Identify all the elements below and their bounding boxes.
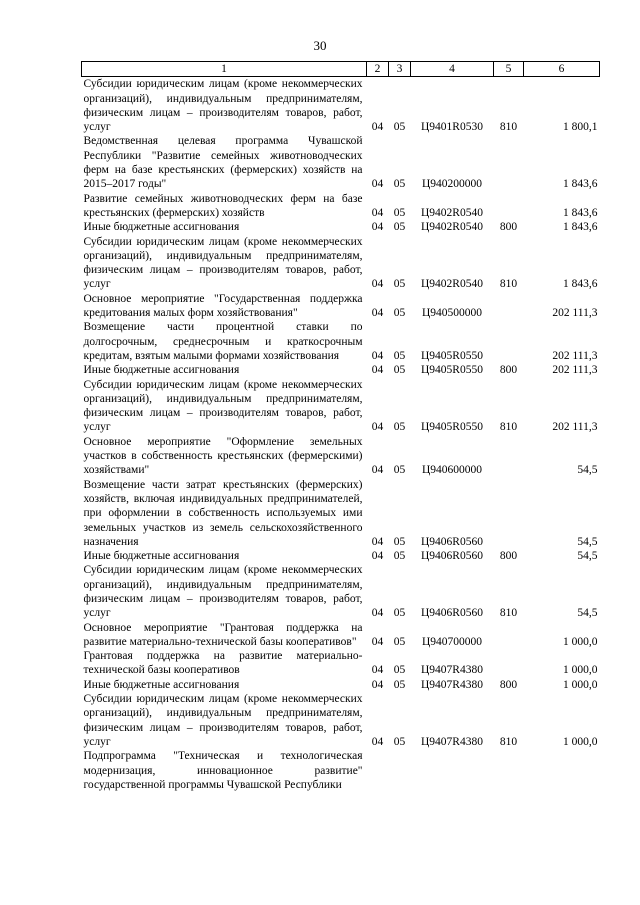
table-row (82, 563, 600, 620)
row-target-code-cell: Ц940700000 (421, 635, 483, 648)
budget-table (81, 61, 600, 792)
row-target-code-cell: Ц9407R4380 (421, 678, 483, 691)
row-amount-cell: 1 000,0 (563, 678, 598, 691)
row-section-cell (367, 749, 389, 792)
row-name-cell: Подпрограмма "Техническая и технологическая модернизация, инновационное развитие" государственной программы Чувашской Республики (83, 750, 363, 791)
row-subsection-cell: 05 (393, 206, 406, 219)
row-expense-type-cell: 810 (499, 421, 518, 434)
table-header-row (82, 62, 600, 77)
row-name-cell: Субсидии юридическим лицам (кроме некоммерческих организаций), индивидуальным предпринимателям, физическим лицам – производителям товаров, работ, услуг (83, 235, 363, 291)
row-amount-cell: 1 843,6 (563, 178, 598, 191)
table-row (82, 435, 600, 478)
table-body (82, 77, 600, 792)
row-amount-cell: 202 111,3 (552, 364, 598, 377)
header-col-2: 2 (367, 62, 389, 77)
row-amount-cell: 54,5 (577, 464, 598, 477)
row-amount-cell: 1 000,0 (563, 635, 598, 648)
row-name-cell: Возмещение части затрат крестьянских (фермерских) хозяйств, включая индивидуальных предпринимателей, при оформлении в собственность используемых ими земельных участков из земель сельскохозяйственного назначения (83, 478, 363, 548)
row-amount-cell: 1 843,6 (563, 206, 598, 219)
row-section-cell: 04 (371, 364, 384, 377)
row-section-cell: 04 (371, 178, 384, 191)
row-expense-type-cell: 810 (499, 735, 518, 748)
row-amount-cell (524, 749, 600, 792)
row-amount-cell: 54,5 (577, 550, 598, 563)
row-amount-cell: 1 800,1 (563, 121, 598, 134)
row-target-code-cell: Ц9405R0550 (421, 364, 483, 377)
row-name-cell: Субсидии юридическим лицам (кроме некоммерческих организаций), индивидуальным предпринимателям, физическим лицам – производителям товаров, работ, услуг (83, 378, 363, 434)
row-expense-type-cell (494, 749, 524, 792)
row-expense-type-cell (494, 478, 524, 549)
row-subsection-cell: 05 (393, 678, 406, 691)
header-col-4: 4 (411, 62, 494, 77)
row-section-cell: 04 (371, 607, 384, 620)
table-row (82, 749, 600, 792)
row-section-cell: 04 (371, 221, 384, 234)
row-expense-type-cell: 800 (499, 550, 518, 563)
row-subsection-cell: 05 (393, 221, 406, 234)
table-row (82, 692, 600, 749)
row-name-cell: Развитие семейных животноводческих ферм на базе крестьянских (фермерских) хозяйств (83, 192, 363, 219)
row-subsection-cell (389, 749, 411, 792)
row-expense-type-cell: 810 (499, 121, 518, 134)
row-subsection-cell: 05 (393, 421, 406, 434)
row-section-cell: 04 (371, 278, 384, 291)
table-row (82, 363, 600, 377)
row-amount-cell: 54,5 (577, 535, 598, 548)
table-row (82, 320, 600, 363)
row-target-code-cell: Ц9405R0550 (421, 421, 483, 434)
row-name-cell: Основное мероприятие "Грантовая поддержка на развитие материально-технической базы кооперативов" (83, 621, 363, 648)
row-target-code-cell: Ц9401R0530 (421, 121, 483, 134)
row-section-cell: 04 (371, 421, 384, 434)
row-amount-cell: 1 000,0 (563, 735, 598, 748)
row-expense-type-cell (494, 320, 524, 363)
row-name-cell: Грантовая поддержка на развитие материально-технической базы кооперативов (83, 650, 363, 677)
table-row (82, 235, 600, 292)
row-target-code-cell: Ц9407R4380 (421, 664, 483, 677)
row-amount-cell: 202 111,3 (552, 307, 598, 320)
row-subsection-cell: 05 (393, 278, 406, 291)
row-target-code-cell: Ц940200000 (421, 178, 483, 191)
row-expense-type-cell (494, 435, 524, 478)
row-name-cell: Иные бюджетные ассигнования (83, 221, 240, 234)
row-section-cell: 04 (371, 121, 384, 134)
row-target-code-cell: Ц9406R0560 (421, 607, 483, 620)
row-expense-type-cell: 800 (499, 221, 518, 234)
row-subsection-cell: 05 (393, 364, 406, 377)
table-row (82, 649, 600, 678)
header-col-6: 6 (524, 62, 600, 77)
row-section-cell: 04 (371, 206, 384, 219)
row-amount-cell: 54,5 (577, 607, 598, 620)
row-target-code-cell: Ц940600000 (421, 464, 483, 477)
row-expense-type-cell (494, 134, 524, 191)
row-section-cell: 04 (371, 550, 384, 563)
row-target-code-cell: Ц9406R0560 (421, 535, 483, 548)
row-name-cell: Субсидии юридическим лицам (кроме некоммерческих организаций), индивидуальным предпринимателям, физическим лицам – производителям товаров, работ, услуг (83, 78, 363, 134)
header-col-5: 5 (494, 62, 524, 77)
row-amount-cell: 202 111,3 (552, 349, 598, 362)
table-row (82, 134, 600, 191)
row-name-cell: Иные бюджетные ассигнования (83, 678, 240, 691)
table-row (82, 378, 600, 435)
row-expense-type-cell: 810 (499, 278, 518, 291)
row-subsection-cell: 05 (393, 550, 406, 563)
row-target-code-cell: Ц9406R0560 (421, 550, 483, 563)
table-row (82, 77, 600, 135)
row-target-code-cell (411, 749, 494, 792)
row-section-cell: 04 (371, 678, 384, 691)
row-target-code-cell: Ц9402R0540 (421, 221, 483, 234)
row-section-cell: 04 (371, 635, 384, 648)
table-row (82, 621, 600, 650)
row-target-code-cell: Ц9402R0540 (421, 278, 483, 291)
row-subsection-cell: 05 (393, 664, 406, 677)
row-name-cell: Субсидии юридическим лицам (кроме некоммерческих организаций), индивидуальным предпринимателям, физическим лицам – производителям товаров, работ, услуг (83, 693, 363, 748)
table-row (82, 292, 600, 321)
row-section-cell: 04 (371, 535, 384, 548)
row-name-cell: Основное мероприятие "Оформление земельных участков в собственность крестьянских (фермерскими) хозяйствами" (83, 435, 363, 477)
row-expense-type-cell (494, 649, 524, 678)
row-subsection-cell: 05 (393, 121, 406, 134)
row-target-code-cell: Ц9405R0550 (421, 349, 483, 362)
row-expense-type-cell (494, 621, 524, 650)
row-section-cell: 04 (371, 307, 384, 320)
row-subsection-cell: 05 (393, 307, 406, 320)
row-section-cell: 04 (371, 349, 384, 362)
table-row (82, 220, 600, 234)
header-col-1: 1 (82, 62, 367, 77)
row-subsection-cell: 05 (393, 607, 406, 620)
row-section-cell: 04 (371, 464, 384, 477)
row-name-cell: Основное мероприятие "Государственная поддержка кредитования малых форм хозяйствования" (83, 292, 363, 320)
row-name-cell: Субсидии юридическим лицам (кроме некоммерческих организаций), индивидуальным предпринимателям, физическим лицам – производителям товаров, работ, услуг (83, 564, 363, 620)
row-name-cell: Ведомственная целевая программа Чувашской Республики "Развитие семейных животноводческих ферм на базе крестьянских (фермерских) хозяйств на 2015–2017 годы" (83, 135, 363, 191)
row-subsection-cell: 05 (393, 349, 406, 362)
row-subsection-cell: 05 (393, 178, 406, 191)
table-row (82, 478, 600, 549)
row-expense-type-cell: 800 (499, 678, 518, 691)
row-section-cell: 04 (371, 664, 384, 677)
row-section-cell: 04 (371, 735, 384, 748)
row-subsection-cell: 05 (393, 735, 406, 748)
row-name-cell: Иные бюджетные ассигнования (83, 364, 240, 377)
row-expense-type-cell (494, 292, 524, 321)
row-amount-cell: 202 111,3 (552, 421, 598, 434)
row-target-code-cell: Ц9407R4380 (421, 735, 483, 748)
row-name-cell: Возмещение части процентной ставки по долгосрочным, среднесрочным и краткосрочным кредитам, взятым малыми формами хозяйствования (83, 321, 363, 362)
row-expense-type-cell (494, 192, 524, 221)
row-amount-cell: 1 843,6 (563, 221, 598, 234)
table-row (82, 192, 600, 221)
row-subsection-cell: 05 (393, 464, 406, 477)
row-expense-type-cell: 800 (499, 364, 518, 377)
row-expense-type-cell: 810 (499, 607, 518, 620)
table-row (82, 549, 600, 563)
row-target-code-cell: Ц9402R0540 (421, 206, 483, 219)
row-name-cell: Иные бюджетные ассигнования (83, 550, 240, 563)
row-subsection-cell: 05 (393, 535, 406, 548)
header-col-3: 3 (389, 62, 411, 77)
row-amount-cell: 1 000,0 (563, 664, 598, 677)
table-row (82, 678, 600, 692)
row-subsection-cell: 05 (393, 635, 406, 648)
row-target-code-cell: Ц940500000 (421, 307, 483, 320)
page-number: 30 (313, 38, 327, 53)
row-amount-cell: 1 843,6 (563, 278, 598, 291)
